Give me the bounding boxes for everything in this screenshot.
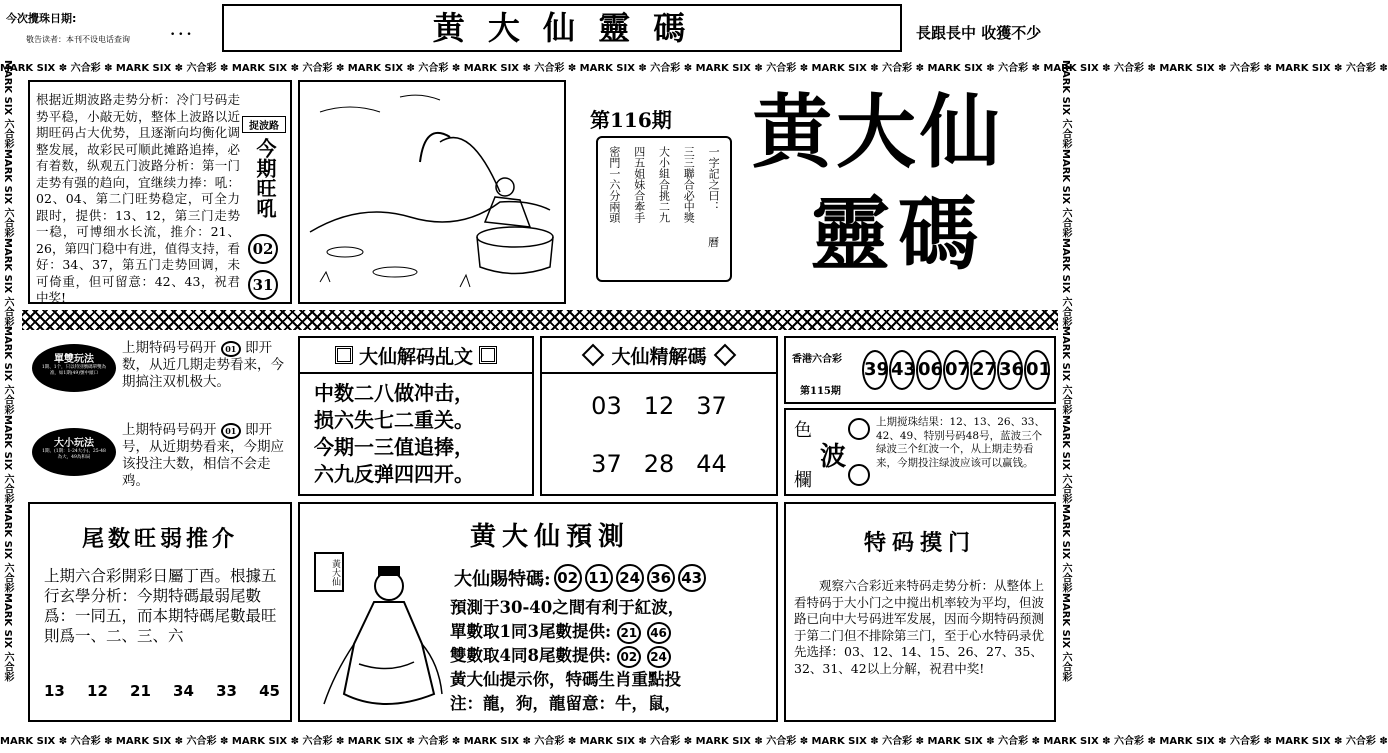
predict-line-2: 單數取1同3尾數提供: 21 46 <box>450 620 776 644</box>
border-vertical-text: MARK SIX 六合彩 <box>1060 503 1071 593</box>
scroll-col-2: 三三聯合必中獎 <box>682 146 696 223</box>
odd-even-panel <box>28 336 292 412</box>
border-vertical-text: MARK SIX 六合彩 <box>1060 415 1071 504</box>
scroll-col-1: 一字記之曰： <box>707 146 721 212</box>
predict-line-5: 注：龍，狗，龍留意：牛，鼠， <box>450 694 681 713</box>
border-vertical-text: MARK SIX 六合彩 <box>2 415 13 504</box>
special-label: 大仙賜特碼: <box>454 569 551 590</box>
big-title-line2: 靈碼 <box>810 187 986 281</box>
big-small-number: 01 <box>221 423 241 439</box>
jingjie-row-1: 03 12 37 <box>591 392 727 420</box>
decode-line: 六九反弹四四开。 <box>314 462 474 486</box>
right-border-strip <box>1058 60 1080 732</box>
color-wave-label-a: 色 <box>794 420 812 441</box>
bottom-border-strip: MARK SIX ✽ 六合彩 ✽ MARK SIX ✽ 六合彩 ✽ MARK SIX ✽ 六合彩 ✽ MARK SIX ✽ 六合彩 ✽ MARK SIX ✽ 六合彩 ✽ MARK SIX ✽ 六合彩 ✽ MARK SIX ✽ 六合彩 ✽ MARK SIX ✽ 六合彩 ✽ MARK SIX ✽ 六合彩 ✽ MARK SIX ✽ 六合彩 ✽ MARK SIX ✽ 六合彩 ✽ MARK SIX ✽ 六合彩 ✽ <box>0 736 1388 747</box>
predict-lines <box>450 596 776 716</box>
wave-badge: 捉波路 <box>242 116 286 133</box>
predict-title: 黄大仙預測 <box>470 522 631 552</box>
odd-even-number: 01 <box>221 341 241 357</box>
title-frame <box>222 4 902 52</box>
color-wave-text: 上期搅珠结果：12、13、26、33、42、49、特别号码48号，蓝波三个绿波三个红波一个，从上期走势看来，今期投注绿波应该可以赢钱。 <box>876 416 1045 469</box>
hot-label: 今期旺吼 <box>253 138 277 218</box>
jingjie-row-2: 37 28 44 <box>591 450 727 478</box>
odd-even-badge <box>32 344 116 392</box>
odd-even-text: 上期特码号码开 01 即开 数，从近几期走势看来，今期搞注双机极大。 <box>122 340 284 390</box>
poem-scroll <box>596 136 732 282</box>
odd-number: 21 <box>617 622 641 644</box>
result-ball: 27 <box>970 350 996 390</box>
border-vertical-text: MARK SIX 六合彩 <box>2 503 13 593</box>
header-note: 敬告读者：本刊不设电话查询 <box>26 35 130 44</box>
scroll-col-5: 密門一六分兩頭 <box>607 146 621 223</box>
predict-panel <box>298 502 778 722</box>
odd-even-label: 單雙玩法 <box>54 354 94 365</box>
special-door-text: 观察六合彩近来特码走势分析：从整体上看特码于大小门之中搅出机率较为平均，但波路已向中大号码进军发展，因而今期特码预测于第二门但不排除第三门，至于心水特码录优先选择：03、12、14、15、26、27、35、32、31、42以上分解，祝君中奖! <box>794 578 1045 676</box>
tail-text: 上期六合彩開彩日屬丁酉。根據五行玄學分析：今期特碼最弱尾數爲：一同五，而本期特碼尾數最旺則爲一、二、三、六 <box>44 567 277 645</box>
scroll-col-3: 大小組合挑二九 <box>657 146 671 223</box>
date-label: 今次攪珠日期: <box>6 12 77 25</box>
even-number: 02 <box>617 646 641 668</box>
predict-line-1: 預測于30-40之間有利于紅波， <box>450 598 685 617</box>
border-vertical-text: MARK SIX 六合彩 <box>2 60 13 149</box>
tail-title: 尾数旺弱推介 <box>81 526 238 552</box>
color-wave-label-b: 波 <box>820 442 847 472</box>
tail-panel <box>28 502 292 722</box>
even-number: 24 <box>647 646 671 668</box>
header-dots: • • • <box>170 30 192 40</box>
tail-numbers: 13 12 21 34 33 45 <box>44 682 280 700</box>
decode-line: 中数二八做冲击， <box>314 381 474 405</box>
result-ball: 36 <box>997 350 1023 390</box>
border-vertical-text: MARK SIX 六合彩 <box>2 326 13 415</box>
square-icon-left <box>335 346 353 364</box>
jingjie-panel <box>540 336 778 496</box>
sage-illustration <box>314 554 444 720</box>
result-ball: 43 <box>889 350 915 390</box>
special-number: 02 <box>554 564 582 592</box>
border-vertical-text: MARK SIX 六合彩 <box>1060 326 1071 415</box>
special-number: 11 <box>585 564 613 592</box>
scroll-col-4: 四五姐妹合牽手 <box>632 146 646 223</box>
decode-lines <box>300 374 532 488</box>
special-door-title: 特码摸门 <box>863 530 976 556</box>
hot-number-1: 02 <box>248 234 278 264</box>
border-vertical-text: MARK SIX 六合彩 <box>2 592 13 682</box>
border-vertical-text: MARK SIX 六合彩 <box>2 148 13 238</box>
big-title-line1: 黄大仙 <box>752 85 1004 179</box>
hk-result-label: 香港六合彩 <box>792 354 842 365</box>
color-wave-label-c: 欄 <box>794 470 812 491</box>
hk-result-issue: 第115期 <box>800 386 841 397</box>
special-number: 43 <box>678 564 706 592</box>
fisherman-drawing <box>300 82 564 302</box>
page-title: 黄 大 仙 靈 碼 <box>432 9 692 47</box>
special-number: 36 <box>647 564 675 592</box>
result-ball: 07 <box>943 350 969 390</box>
circle-icon-bottom <box>848 464 870 486</box>
big-small-label: 大小玩法 <box>54 438 94 449</box>
decode-panel <box>298 336 534 496</box>
big-small-badge <box>32 428 116 476</box>
slogan: 長跟長中 收獲不少 <box>916 24 1042 42</box>
predict-line-3: 雙數取4同8尾數提供: 02 24 <box>450 644 776 668</box>
top-border-strip: MARK SIX ✽ 六合彩 ✽ MARK SIX ✽ 六合彩 ✽ MARK SIX ✽ 六合彩 ✽ MARK SIX ✽ 六合彩 ✽ MARK SIX ✽ 六合彩 ✽ MARK SIX ✽ 六合彩 ✽ MARK SIX ✽ 六合彩 ✽ MARK SIX ✽ 六合彩 ✽ MARK SIX ✽ 六合彩 ✽ MARK SIX ✽ 六合彩 ✽ MARK SIX ✽ 六合彩 ✽ MARK SIX ✽ 六合彩 ✽ <box>0 63 1388 74</box>
big-small-panel <box>28 418 292 498</box>
odd-even-sub: 1期、1个，只以特別號碼單雙為准，如1期(49)號中頭口 <box>41 365 107 376</box>
scroll-sign: 曆 <box>708 236 719 249</box>
wave-analysis-text: 根据近期波路走势分析：冷门号码走势平稳，小敲无妨，整体上波路以近期旺码占大优势，且逐渐向均衡化调整发展，故彩民可顺此摊路追捧，必有着数，纵观五门波路分析：第一门走势有强的趋向，宜继续力捧：吼：02、04、第二门旺势稳定，可全力跟时，提供：13、12，第三门走势一稳，可博细水长流，推介：21、26，第四门稳中有进，值得支持，看好：34、37，第五门走势回调，未可倚重，但可留意：42、43，祝君中奖! <box>36 92 240 305</box>
hot-number-2: 31 <box>248 270 278 300</box>
left-border-strip <box>0 60 22 732</box>
special-line <box>454 564 706 592</box>
odd-number: 46 <box>647 622 671 644</box>
color-wave-panel <box>784 408 1056 496</box>
big-small-sub: 1期、(1期：1-24大小)、25-48為大，49為和局 <box>42 449 106 460</box>
hk-result-panel <box>784 336 1056 404</box>
issue-label: 第116期 <box>590 108 672 132</box>
big-small-text: 上期特码号码开 01 即开 号，从近期势看来，今期应该投注大数，相信不会走鸡。 <box>122 422 284 489</box>
diamond-icon-left <box>582 344 605 367</box>
border-vertical-text: MARK SIX 六合彩 <box>1060 148 1071 238</box>
result-ball: 06 <box>916 350 942 390</box>
jingjie-title: 大仙精解碼 <box>611 345 707 368</box>
header <box>0 0 1080 58</box>
predict-line-4: 黃大仙提示你，特碼生肖重點投 <box>450 670 681 689</box>
decode-title: 大仙解码乩文 <box>358 345 473 368</box>
decode-line: 损六失七二重关。 <box>314 408 474 432</box>
pattern-separator <box>22 310 1058 330</box>
result-ball: 01 <box>1024 350 1050 390</box>
wave-analysis-panel <box>28 80 292 304</box>
border-vertical-text: MARK SIX 六合彩 <box>1060 60 1071 149</box>
border-vertical-text: MARK SIX 六合彩 <box>1060 592 1071 682</box>
decode-title-bar <box>300 338 532 374</box>
border-vertical-text: MARK SIX 六合彩 <box>1060 237 1071 327</box>
square-icon-right <box>479 346 497 364</box>
diamond-icon-right <box>713 344 736 367</box>
result-ball: 39 <box>862 350 888 390</box>
seal: 黃大仙 <box>314 552 344 592</box>
circle-icon-top <box>848 418 870 440</box>
special-number: 24 <box>616 564 644 592</box>
border-vertical-text: MARK SIX 六合彩 <box>2 237 13 327</box>
fishing-illustration <box>298 80 566 304</box>
decode-line: 今期一三值追捧， <box>314 435 474 459</box>
jingjie-title-bar <box>542 338 776 374</box>
special-door-panel <box>784 502 1056 722</box>
